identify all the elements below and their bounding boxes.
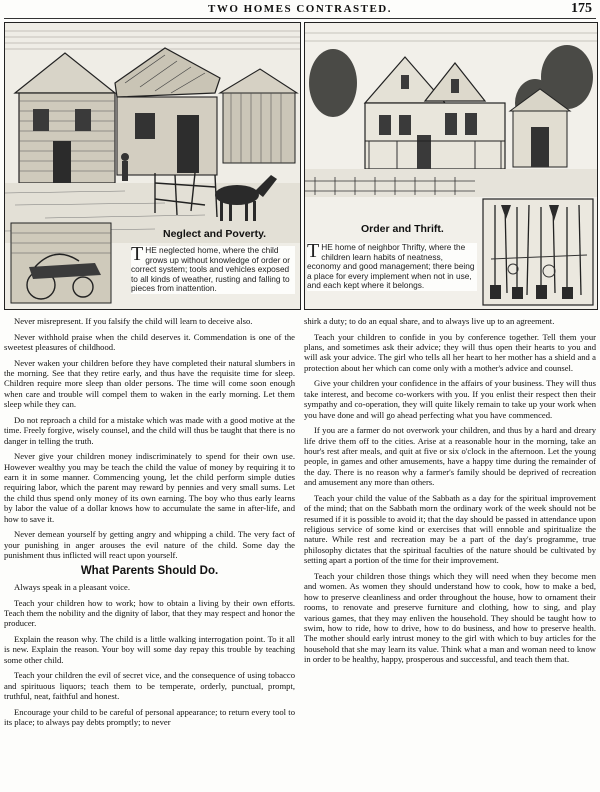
section-heading: What Parents Should Do.: [80, 564, 219, 577]
paragraph: Always speak in a pleasant voice.: [14, 582, 130, 593]
paragraph: Never withhold praise when the child deserves it. Commendation is one of the sweetest pleasures of childhood.: [4, 331, 295, 352]
paragraph: Never demean yourself by getting angry and whipping a child. The very fact of your punishing in anger arouses the evil nature of the child. Some day the punishment thus inflicted will react upon yourself.: [4, 529, 295, 561]
left-figure-caption: [131, 243, 295, 294]
running-title: TWO HOMES CONTRASTED.: [208, 3, 392, 15]
paragraph: Encourage your child to be careful of personal appearance; to return every tool to its place; to always pay debts promptly; to never: [4, 706, 295, 728]
header-rule: [4, 18, 596, 19]
left-figure-title: Neglect and Poverty.: [163, 228, 267, 240]
paragraph: Teach your child the value of the Sabbath as a day for the spiritual improvement of the mind; that on the Sabbath morn the ordinary work of the week should not be resumed if it is possible to avoid it; that the day should be passed in attendance upon religious service of some kind or exercises that will ennoble and spiritualize the nature. While rest and recreation may be a part of the day's programme, true philosophy dictates that the spiritual faculties of the nature should be cultivated by setting apart a portion of the time for their improvement.: [304, 492, 596, 566]
paragraph: Explain the reason why. The child is a little walking interrogation point. To it all is new. Explain the reason. Your boy will some day repay this trouble by teaching some other child.: [4, 634, 295, 665]
paragraph: Never waken your children before they have completed their natural slumbers in the morning. See that they retire early, and thus have the requisite time for sleep. Children require more sleep than older persons. The time will come soon enough when care and trouble will compel them to waken in the early morning. Let them sleep while they can.: [4, 357, 295, 410]
page-number: 175: [571, 1, 592, 16]
left-caption-dropcap: T: [131, 243, 144, 265]
right-caption-dropcap: T: [307, 240, 320, 262]
left-caption-text: HE neglected home, where the child grows up without knowledge of order or correct system; tools and vehicles exposed to all kinds of weather, rusting and falling to pieces from inattention.: [131, 245, 291, 294]
paragraph: Teach your children those things which they will need when they become men and women. As women they should understand how to cook, how to make a bed, how to preserve cleanliness and order throughout the house, how to ornament their rooms, to renovate and preserve furniture and clothing, how to sing, and play various games, that they may enliven the household. They should be taught how to swim, how to ride, how to drive, how to do business, and how to preserve health. The mother should early intrust money to the girl with which to buy articles for the household that she may learn its value. Think what a man and woman need to know in order to be healthy, happy, prosperous and successful, and teach them that.: [304, 570, 596, 665]
paragraph: Teach your children how to work; how to obtain a living by their own efforts. Teach them the nobility and the dignity of labor, that they may respect and honor the producer.: [4, 597, 295, 629]
right-caption-text: HE home of neighbor Thrifty, where the children learn habits of neatness, economy and good management; there being a place for every implement when not in use, and each kept where it belongs.: [307, 242, 475, 291]
paragraph: Give your children your confidence in the affairs of your business. They will thus take interest, and become co-workers with you. If you enlist their respect then their sympathy and co-operation, they will quite likely remain to take up your work when you have done and will go ahead perfecting what you have commenced.: [304, 378, 596, 420]
thrift-illustration: [304, 22, 598, 310]
right-figure-caption: [307, 240, 477, 291]
right-text-column: [304, 316, 596, 670]
page-header: [0, 0, 600, 18]
paragraph: Never misrepresent. If you falsify the child will learn to deceive also.: [14, 316, 253, 326]
left-text-column: [4, 316, 295, 733]
paragraph: Never give your children money indiscriminately to spend for their own use. However wealthy you may be teach the child the value of money by requiring it to earn it in some manner. Commencing young, let the child perform simple duties requiring labor, which the parent may reward by pennies and very small sums. Let the child thus spend only money of its own earning. The boy who thus early learns by labor the value of a dollar knows how to accumulate the same in after-life, and how to save it.: [4, 451, 295, 524]
paragraph: Teach your children to confide in you by conference together. Tell them your plans, and sometimes ask their advice; they will thus open their hearts to you and will ask your advice. The girl who tells all her heart to her mother has a shield and a protection about her which can come only with a mother's advice and counsel.: [304, 331, 596, 373]
paragraph: Do not reproach a child for a mistake which was made with a good motive at the time. Freely forgive, wisely counsel, and the child will thus be taught that there is no danger in telling the truth.: [4, 414, 296, 446]
neglect-illustration: [4, 22, 301, 310]
paragraph: Teach your children the evil of secret vice, and the consequence of using tobacco and spirituous liquors; teach them to be temperate, orderly, punctual, prompt, truthful, neat, faithful and honest.: [4, 670, 295, 702]
paragraph: If you are a farmer do not overwork your children, and thus by a hard and dreary life drive them off to the cities. Arise at a reasonable hour in the morning, take an hour's rest after meals, and quit at five or six o'clock in the afternoon. Let the young people, in games and other amusements, have a happy time during the remainder of the day. There is no reason why a farmer's family should be deprived of recreation and amusement any more than others.: [304, 425, 596, 488]
paragraph: shirk a duty; to do an equal share, and to always live up to an agreement.: [304, 316, 555, 326]
right-figure-title: Order and Thrift.: [361, 223, 444, 235]
